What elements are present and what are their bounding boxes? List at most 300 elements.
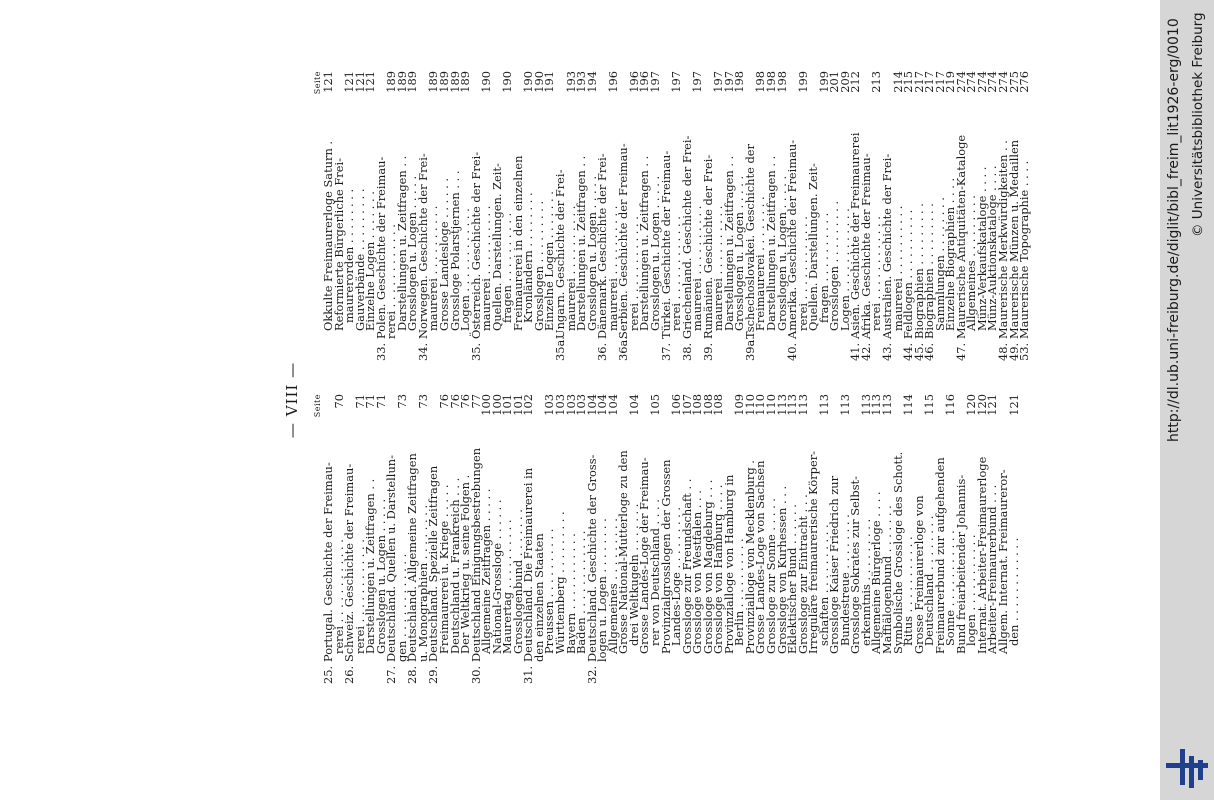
entry-number xyxy=(534,662,545,684)
entry-number: 26. xyxy=(342,665,357,684)
entry-title: Irreguläre freimaurerische Körper- xyxy=(806,450,821,654)
entry-number: 29. xyxy=(426,665,441,684)
entry-title: Baden . . . . . . . . . . . . xyxy=(574,530,589,654)
entry-number xyxy=(629,339,640,361)
entry-number xyxy=(439,662,450,684)
entry-number xyxy=(481,662,492,684)
entry-number xyxy=(966,662,977,684)
entry-title: Amerika. Geschichte der Freimau- xyxy=(785,139,800,339)
entry-page: 113 xyxy=(795,394,810,416)
entry-number xyxy=(808,662,819,684)
entry-title: fragen . . . . . . . . . . xyxy=(816,212,831,323)
entry-number: 43. xyxy=(879,342,894,361)
entry-number xyxy=(671,662,682,684)
source-url[interactable]: http://dl.ub.uni-freiburg.de/diglit/bibl_freim_lit1926-erg/0010 xyxy=(1166,18,1182,442)
entry-title: Sonne . . . . . . . . . . . xyxy=(943,530,958,646)
entry-page: 70 xyxy=(331,394,346,409)
entry-number xyxy=(840,662,851,684)
entry-title: Deutschland. Quellen u. Darstellun- xyxy=(384,455,399,662)
entry-page: 107 xyxy=(679,394,694,416)
entry-number xyxy=(597,662,608,684)
entry-title: Münz-Auktionskataloge . . . . xyxy=(985,165,1000,331)
entry-title: Grosslogen u. Logen . . . . . xyxy=(373,498,388,654)
entry-title: schaften . . . . . . . . . . xyxy=(816,524,831,646)
entry-title: Eklektischer Bund . . . . . . xyxy=(785,504,800,654)
entry-number xyxy=(513,339,524,361)
entry-page: 193 xyxy=(574,71,589,93)
entry-page: 198 xyxy=(763,71,778,93)
entry-title: Darstellungen u. Zeitfragen . . xyxy=(574,155,589,331)
entry-page: 104 xyxy=(584,394,599,416)
entry-number xyxy=(755,339,766,361)
toc-entry xyxy=(1006,394,1021,684)
entry-page: 120 xyxy=(974,394,989,416)
entry-title: Deutschland u. Frankreich . . . xyxy=(447,477,462,654)
entry-page: 113 xyxy=(816,394,831,416)
entry-number xyxy=(355,339,366,361)
entry-page: 103 xyxy=(563,394,578,416)
entry-title: Allgemeine Zeitfragen . . . . . xyxy=(479,488,494,654)
entry-page: 197 xyxy=(711,71,726,93)
entry-number: 53. xyxy=(1017,342,1032,361)
entry-title: Tschechoslovakei. Geschichte der xyxy=(742,144,757,339)
entry-title: Asien. Geschichte der Freimaurerei xyxy=(848,132,863,339)
entry-number xyxy=(819,662,830,684)
entry-page: 190 xyxy=(531,71,546,93)
entry-number xyxy=(428,339,439,361)
entry-title: Deutschland. Die Freimaurerei in xyxy=(521,467,536,662)
entry-number xyxy=(450,662,461,684)
entry-title: Grossloge Kaiser Friedrich zur xyxy=(827,475,842,654)
entry-page: 198 xyxy=(753,71,768,93)
entry-title: Grossloge von Hamburg . . . . xyxy=(711,484,726,654)
entry-title: Gauverbände . . . . . . . . . xyxy=(352,188,367,331)
entry-number xyxy=(945,662,956,684)
entry-number xyxy=(650,662,661,684)
entry-page: 197 xyxy=(669,71,684,93)
entry-page: 109 xyxy=(732,394,747,416)
entry-page: 103 xyxy=(574,394,589,416)
entry-number xyxy=(998,662,1009,684)
entry-number: 42. xyxy=(858,342,873,361)
entry-title: Grosse National-Mutterloge zu den xyxy=(616,450,631,654)
entry-number xyxy=(829,662,840,684)
entry-title: Maffiälogenbund . . . . . . . xyxy=(879,505,894,654)
entry-number xyxy=(481,339,492,361)
entry-number xyxy=(502,662,513,684)
entry-number xyxy=(977,339,988,361)
entry-page: 121 xyxy=(363,71,378,93)
entry-number xyxy=(777,662,788,684)
entry-number: 41. xyxy=(848,342,863,361)
entry-page: 76 xyxy=(458,394,473,409)
entry-page: 217 xyxy=(932,71,947,93)
entry-title: Polen. Geschichte der Freimau- xyxy=(373,156,388,339)
entry-number xyxy=(724,339,735,361)
entry-number: 39a. xyxy=(742,336,757,361)
entry-number xyxy=(618,662,629,684)
entry-page: 76 xyxy=(437,394,452,409)
entry-page: 73 xyxy=(415,394,430,409)
entry-page: 189 xyxy=(447,71,462,93)
entry-page: 105 xyxy=(647,394,662,416)
entry-number xyxy=(639,339,650,361)
entry-title: Grossloge von Westfalen . . . xyxy=(690,490,705,654)
entry-title: maurerei . . . . . . . . . . xyxy=(426,205,441,331)
entry-title: Einzelne Logen . . . . . . . xyxy=(363,191,378,331)
entry-title: Deutschland Einigungsbestrebungen xyxy=(468,447,483,662)
entry-title: fragen . . . . . . . . . . xyxy=(500,212,515,323)
entry-number: 44. xyxy=(901,342,916,361)
entry-page: 196 xyxy=(626,71,641,93)
entry-title: Logen . . . . . . . . . . . . xyxy=(837,208,852,331)
entry-page: 189 xyxy=(405,71,420,93)
entry-page: 189 xyxy=(437,71,452,93)
entry-title: Darstellungen u. Zeitfragen . . xyxy=(363,478,378,654)
entry-number xyxy=(544,662,555,684)
entry-number xyxy=(502,339,513,361)
entry-page: 274 xyxy=(964,71,979,93)
entry-number xyxy=(450,339,461,361)
entry-number xyxy=(766,662,777,684)
entry-number xyxy=(745,662,756,684)
entry-number: 46. xyxy=(922,342,937,361)
entry-title: gen . . . . . . . . . . . . xyxy=(394,553,409,662)
entry-page: 274 xyxy=(996,71,1010,93)
entry-number: 25. xyxy=(321,665,335,684)
entry-page: 276 xyxy=(1017,71,1032,93)
entry-number xyxy=(734,662,745,684)
entry-number: 39. xyxy=(700,342,715,361)
entry-number xyxy=(1009,662,1020,684)
entry-page: 215 xyxy=(901,71,916,93)
entry-page: 113 xyxy=(879,394,894,416)
entry-title: Provinzialgrosslogen der Grossen xyxy=(658,459,673,654)
entry-title: Preussen . . . . . . . . . . xyxy=(542,528,557,654)
entry-page: 106 xyxy=(669,394,684,416)
entry-number xyxy=(386,339,397,361)
entry-number xyxy=(755,662,766,684)
entry-title: Grossloge Polarstjernen . . . xyxy=(447,170,462,331)
entry-title: erkenntnis . . . . . . . . . xyxy=(858,518,873,646)
entry-title: Grosslogen u. Logen . . . . . xyxy=(774,175,789,331)
entry-title: Grosse Landes-Loge von Sachsen xyxy=(753,460,768,654)
entry-title: Biographien . . . . . . . . . xyxy=(911,203,926,339)
entry-number xyxy=(566,662,577,684)
entry-title: Maurerische Merkwürdigkeiten . . xyxy=(996,140,1010,339)
entry-page: 209 xyxy=(837,71,852,93)
entry-number xyxy=(819,339,830,361)
entry-number xyxy=(576,339,587,361)
entry-number xyxy=(334,339,345,361)
entry-title: Württemberg . . . . . . . . . xyxy=(553,511,568,654)
entry-title: Grosse Freimaurerloge von xyxy=(911,495,926,654)
entry-page: 101 xyxy=(500,394,515,416)
entry-title: rerei . . . . . . . . . . . . xyxy=(626,216,641,331)
entry-page: 103 xyxy=(542,394,557,416)
copyright-notice: © Universitätsbibliothek Freiburg xyxy=(1190,12,1206,237)
entry-title: Grosslogen . . . . . . . . . xyxy=(827,200,842,331)
entry-page: 76 xyxy=(447,394,462,409)
entry-number xyxy=(882,662,893,684)
entry-title: rerei . . . . . . . . . . . . xyxy=(384,224,399,339)
entry-title: Maurerische Topographie . . . . xyxy=(1017,160,1032,339)
entry-title: Reformierte Bürgerliche Frei- xyxy=(331,158,346,331)
entry-page: 77 xyxy=(468,394,483,409)
entry-page: 201 xyxy=(827,71,842,93)
entry-page: 194 xyxy=(584,71,599,93)
entry-page: 121 xyxy=(985,394,1000,416)
entry-page: 71 xyxy=(363,394,378,409)
entry-title: Deutschland. Geschichte der Gross- xyxy=(584,454,599,662)
entry-page: 108 xyxy=(700,394,715,416)
entry-number xyxy=(661,662,672,684)
entry-title: Arbeiter-Freimaurerbund . . . xyxy=(985,484,1000,654)
entry-title: Bund freiarbeitender Johannis- xyxy=(953,474,968,654)
entry-number: 36. xyxy=(595,342,610,361)
entry-number: 40. xyxy=(785,342,800,361)
entry-title: Berlin . . . . . . . . . . xyxy=(732,538,747,646)
entry-page: 198 xyxy=(732,71,747,93)
entry-number xyxy=(935,662,946,684)
entry-title: Grosslogenbund . . . . . . . xyxy=(510,509,525,654)
entry-title: Allgemeines . . . . . . . . . xyxy=(964,195,979,331)
logo-bars xyxy=(1166,749,1208,788)
entry-title: rer von Deutschland . . . . xyxy=(647,499,662,646)
entry-title: Allgemeines . . . . . . . . . xyxy=(605,518,620,654)
entry-title: Österreich. Geschichte der Frei- xyxy=(468,151,483,339)
entry-number: 49. xyxy=(1006,342,1021,361)
entry-title: den einzelnen Staaten xyxy=(531,533,546,662)
entry-page: 116 xyxy=(943,394,958,416)
entry-page: 101 xyxy=(510,394,525,416)
entry-title: Sammlungen . . . . . . . . xyxy=(932,197,947,331)
entry-title: Darstellungen u. Zeitfragen . . xyxy=(637,155,652,331)
entry-page: 217 xyxy=(911,71,926,93)
entry-page: 190 xyxy=(500,71,515,93)
entry-page: 120 xyxy=(964,394,979,416)
entry-number xyxy=(365,662,376,684)
entry-title: Maurertag . . . . . . . . . . xyxy=(500,519,515,654)
entry-title: Portugal. Geschichte der Freimau- xyxy=(321,462,335,662)
seite-label: Seite xyxy=(313,71,322,95)
entry-page: 275 xyxy=(1006,71,1021,93)
entry-title: maurerei . . . . . . . . . . xyxy=(563,205,578,331)
entry-page: 110 xyxy=(753,394,768,416)
entry-number: 30. xyxy=(468,665,483,684)
entry-title: rerei . . . . . . . . . . . . xyxy=(331,539,346,654)
entry-page: 121 xyxy=(321,71,335,93)
entry-number: 32. xyxy=(584,665,599,684)
toc-column-left xyxy=(313,394,1019,684)
entry-title: logen . . . . . . . . . . . xyxy=(964,534,979,646)
entry-title: Darstellungen u. Zeitfragen . . xyxy=(394,155,409,331)
entry-number: 47. xyxy=(953,342,968,361)
entry-title: Provinzialloge von Hamburg in xyxy=(721,474,736,654)
entry-page: 189 xyxy=(384,71,399,93)
entry-page: 104 xyxy=(626,394,641,416)
entry-page: 191 xyxy=(542,71,557,93)
entry-page: 113 xyxy=(869,394,884,416)
entry-page: 274 xyxy=(985,71,1000,93)
entry-title: Internat. Arbeiter-Freimaurerloge xyxy=(974,456,989,654)
entry-title: Quellen. Darstellungen. Zeit- xyxy=(806,163,821,331)
entry-number xyxy=(766,339,777,361)
entry-title: Freimaurerei in den einzelnen xyxy=(510,155,525,331)
entry-page: 189 xyxy=(458,71,473,93)
entry-number xyxy=(682,662,693,684)
entry-title: Deutschland. Spezielle Zeitfragen xyxy=(426,465,441,662)
entry-title: Der Weltkrieg u. seine Folgen . xyxy=(458,474,473,654)
entry-page: 104 xyxy=(595,394,610,416)
entry-title: Ungarn. Geschichte der Frei- xyxy=(553,169,568,339)
entry-title: Einzelne Logen . . . . . . . xyxy=(542,191,557,331)
entry-page: 190 xyxy=(521,71,536,93)
entry-title: Landes-Loge . . . . . . . . . xyxy=(669,506,684,646)
entry-title: Griechenland. Geschichte der Frei- xyxy=(679,135,694,339)
entry-title: Darstellungen u. Zeitfragen . . xyxy=(763,155,778,331)
entry-number xyxy=(977,662,988,684)
entry-title: logen u. Logen . . . . . . . . xyxy=(595,518,610,662)
entry-title: Grosse Landesloge . . . . . . xyxy=(437,177,452,331)
entry-title: maurerei . . . . . . . . . . xyxy=(890,205,905,331)
entry-title: rerei . . . . . . . . . . . . xyxy=(795,216,810,331)
entry-page: 110 xyxy=(763,394,778,416)
entry-page: 199 xyxy=(816,71,831,93)
entry-number xyxy=(523,339,534,361)
entry-title: drei Weltkugeln . . . . . . . xyxy=(626,503,641,646)
entry-title: Deutschland . . . . . . . . xyxy=(922,515,937,646)
entry-title: Deutschland. Allgemeine Zeitfragen xyxy=(405,453,420,662)
entry-title: Logen . . . . . . . . . . . . xyxy=(458,208,473,331)
entry-title: Grossloge zur Freundschaft . . xyxy=(679,478,694,654)
entry-title: maurerorden . . . . . . . . xyxy=(342,188,357,323)
entry-page: 121 xyxy=(352,71,367,93)
entry-title: Grosse Landes-Loge der Freimau- xyxy=(637,457,652,654)
entry-title: Bayern . . . . . . . . . . . xyxy=(563,533,578,654)
entry-number: 27. xyxy=(384,665,399,684)
entry-page: 198 xyxy=(774,71,789,93)
entry-title: maurerei . . . . . . . . . . xyxy=(690,205,705,331)
entry-page: 110 xyxy=(742,394,757,416)
entry-title: maurerei . . . . . . . . . . xyxy=(711,205,726,331)
entry-page: 197 xyxy=(721,71,736,93)
entry-title: Grosslogen u. Logen . . . . . xyxy=(405,175,420,331)
entry-page: 217 xyxy=(922,71,937,93)
entry-number xyxy=(871,662,882,684)
entry-number xyxy=(935,339,946,361)
entry-number xyxy=(534,339,545,361)
entry-number xyxy=(798,662,809,684)
entry-page: 121 xyxy=(1006,394,1021,416)
entry-number xyxy=(566,339,577,361)
entry-title: Grossloge zur Sonne . . . . . xyxy=(763,498,778,654)
entry-title: Symbolische Grossloge des Schott. xyxy=(890,451,905,654)
entry-title: Ritus . . . . . . . . . . . xyxy=(901,536,916,646)
entry-page: 71 xyxy=(352,394,367,409)
entry-number: 48. xyxy=(996,342,1010,361)
entry-page: 219 xyxy=(943,71,958,93)
entry-title: Grosslogen u. Logen . . . . . xyxy=(584,175,599,331)
entry-page: 104 xyxy=(605,394,620,416)
entry-title: Freimaurerei u. Kriege . . . . . xyxy=(437,484,452,654)
entry-number xyxy=(492,339,503,361)
entry-title: Schweiz. Geschichte der Freimau- xyxy=(342,463,357,662)
entry-number xyxy=(703,662,714,684)
entry-page: 113 xyxy=(837,394,852,416)
entry-title: Grosslogen u. Logen . . . . . xyxy=(647,175,662,331)
running-title: — VIII — xyxy=(283,361,301,439)
entry-title: rerei . . . . . . . . . . . . xyxy=(869,216,884,331)
entry-page: 71 xyxy=(373,394,388,409)
entry-number xyxy=(987,662,998,684)
entry-title: maurerei . . . . . . . . . . xyxy=(605,205,620,331)
entry-page: 108 xyxy=(711,394,726,416)
entry-title: u. Monographien . . . . . . . . xyxy=(415,504,430,662)
entry-title: Münz-Verkaufskataloge . . . . xyxy=(974,166,989,331)
seite-label: Seite xyxy=(313,394,322,418)
entry-number: 34. xyxy=(415,342,430,361)
toc-column-right xyxy=(313,71,1030,361)
entry-title: Allgemeine Bürgerloge . . . . xyxy=(869,491,884,654)
entry-title: Grossloge Sokrates zur Selbst- xyxy=(848,476,863,654)
entry-title: Bundestreue . . . . . . . . xyxy=(837,514,852,646)
entry-number xyxy=(713,339,724,361)
entry-page: 212 xyxy=(848,71,863,93)
entry-title: Provinzialloge von Mecklenburg . xyxy=(742,460,757,654)
entry-number: 45. xyxy=(911,342,926,361)
entry-number xyxy=(439,339,450,361)
entry-page: 113 xyxy=(785,394,800,416)
entry-number: 36a. xyxy=(616,336,631,361)
entry-title: Australien. Geschichte der Frei- xyxy=(879,153,894,339)
entry-number: 37. xyxy=(658,342,673,361)
entry-title: Grossloge zur Eintracht . . . xyxy=(795,494,810,654)
entry-title: Quellen. Darstellungen. Zeit- xyxy=(489,163,504,331)
entry-title: Dänemark. Geschichte der Frei- xyxy=(595,153,610,339)
entry-page: 214 xyxy=(890,71,905,93)
entry-number xyxy=(924,662,935,684)
entry-number xyxy=(629,662,640,684)
entry-title: Grosslogen u. Logen . . . . . xyxy=(732,175,747,331)
entry-number xyxy=(829,339,840,361)
entry-page: 113 xyxy=(858,394,873,416)
entry-title: Freimaurerei . . . . . . . . xyxy=(753,196,768,331)
entry-page: 189 xyxy=(394,71,409,93)
toc-entry xyxy=(1019,71,1030,361)
entry-number: 35a. xyxy=(553,336,568,361)
entry-title: Maurerische Antiquitäten-Kataloge xyxy=(953,134,968,339)
entry-title: Freimaurerbund zur aufgehenden xyxy=(932,457,947,654)
entry-title: Grosslogen . . . . . . . . . xyxy=(531,200,546,331)
entry-page: 189 xyxy=(426,71,441,93)
entry-number xyxy=(808,339,819,361)
entry-number xyxy=(397,339,408,361)
entry-title: Allgem. Internat. Freimaureror- xyxy=(996,469,1010,654)
entry-page: 190 xyxy=(479,71,494,93)
ub-freiburg-logo-icon xyxy=(1166,746,1208,788)
entry-title: Grossloge von Magdeburg . . . xyxy=(700,479,715,654)
entry-title: Biographien . . . . . . . . . xyxy=(922,203,937,339)
entry-page: 100 xyxy=(479,394,494,416)
entry-title: Grossloge von Kurhessen . . . xyxy=(774,485,789,654)
entry-page: 102 xyxy=(521,394,536,416)
entry-number xyxy=(893,662,904,684)
entry-page: 197 xyxy=(690,71,705,93)
entry-title: den . . . . . . . . . . . . xyxy=(1006,537,1021,646)
entry-title: Okkulte Freimaurerloge Saturn . xyxy=(321,140,335,331)
entry-title: Afrika. Geschichte der Freimau- xyxy=(858,153,873,339)
